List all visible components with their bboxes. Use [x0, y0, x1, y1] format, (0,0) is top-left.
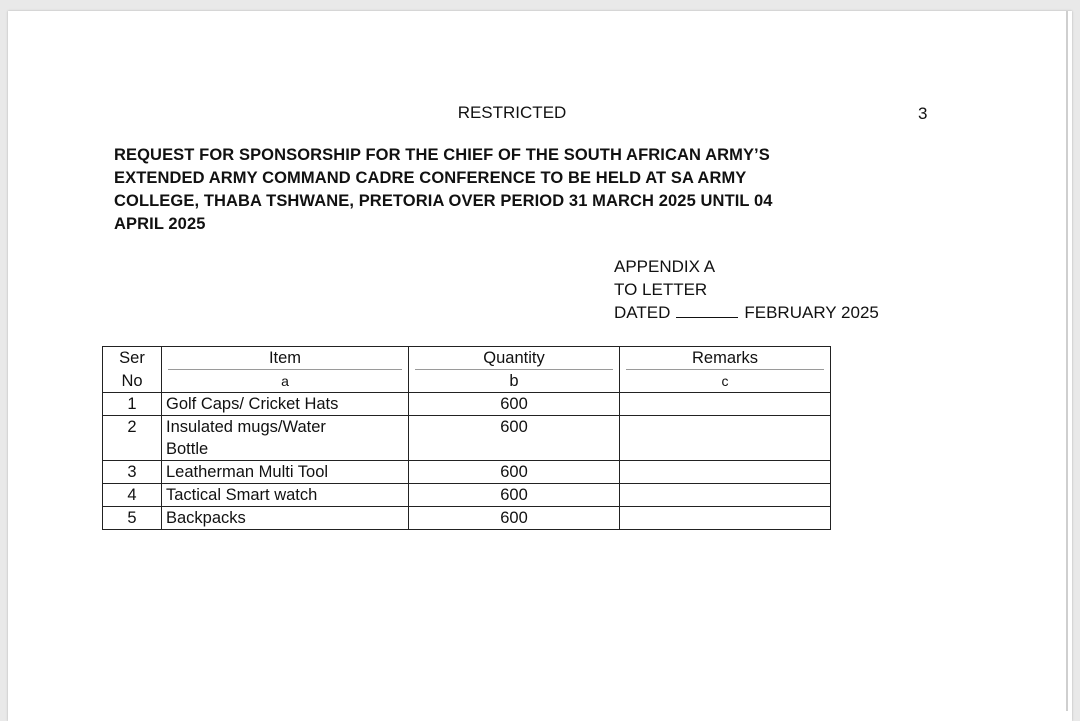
row-item — [162, 416, 409, 461]
header-remarks-letter: c — [620, 370, 831, 393]
table-row — [103, 461, 831, 484]
header-ser: Ser — [103, 347, 162, 371]
row-item: Golf Caps/ Cricket Hats — [162, 393, 409, 416]
page-edge — [1066, 11, 1068, 711]
heading-line: APRIL 2025 — [114, 215, 206, 233]
table-row — [103, 416, 831, 461]
row-ser: 2 — [103, 416, 162, 461]
appendix-letter-ref: TO LETTER — [614, 280, 708, 299]
header-item-letter: a — [162, 370, 409, 393]
header-remarks-label: Remarks — [626, 347, 824, 370]
row-remarks — [620, 484, 831, 507]
row-ser: 1 — [103, 393, 162, 416]
header-item — [162, 347, 409, 371]
dated-month: FEBRUARY 2025 — [744, 303, 879, 322]
header-quantity — [409, 347, 620, 371]
items-table — [102, 346, 831, 530]
row-quantity: 600 — [409, 416, 620, 461]
table-header-subrow — [103, 370, 831, 393]
header-remarks — [620, 347, 831, 371]
table-header-row — [103, 347, 831, 371]
appendix-dated — [614, 301, 879, 324]
row-quantity: 600 — [409, 484, 620, 507]
row-item: Tactical Smart watch — [162, 484, 409, 507]
classification-header: RESTRICTED — [457, 103, 567, 122]
header-quantity-label: Quantity — [415, 347, 613, 370]
header-item-label: Item — [168, 347, 402, 370]
row-remarks — [620, 416, 831, 461]
row-item-line: Bottle — [166, 440, 209, 458]
row-ser: 3 — [103, 461, 162, 484]
row-remarks — [620, 393, 831, 416]
row-item: Leatherman Multi Tool — [162, 461, 409, 484]
header-no: No — [103, 370, 162, 393]
row-quantity: 600 — [409, 461, 620, 484]
document-heading — [114, 144, 904, 236]
table-row — [103, 393, 831, 416]
row-item-line: Insulated mugs/Water — [166, 418, 326, 436]
date-blank-line — [676, 303, 738, 318]
row-quantity: 600 — [409, 507, 620, 530]
row-item: Backpacks — [162, 507, 409, 530]
heading-line: COLLEGE, THABA TSHWANE, PRETORIA OVER PERIOD 31 MARCH 2025 UNTIL 04 — [114, 192, 773, 210]
table-row — [103, 507, 831, 530]
appendix-block — [614, 255, 879, 324]
row-quantity: 600 — [409, 393, 620, 416]
row-remarks — [620, 461, 831, 484]
row-ser: 5 — [103, 507, 162, 530]
appendix-title: APPENDIX A — [614, 257, 716, 276]
table-row — [103, 484, 831, 507]
heading-line: REQUEST FOR SPONSORSHIP FOR THE CHIEF OF THE SOUTH AFRICAN ARMY’S — [114, 146, 770, 164]
heading-line: EXTENDED ARMY COMMAND CADRE CONFERENCE TO BE HELD AT SA ARMY — [114, 169, 747, 187]
row-remarks — [620, 507, 831, 530]
header-quantity-letter: b — [409, 370, 620, 393]
page-number: 3 — [918, 104, 928, 123]
dated-label: DATED — [614, 303, 671, 322]
row-ser: 4 — [103, 484, 162, 507]
